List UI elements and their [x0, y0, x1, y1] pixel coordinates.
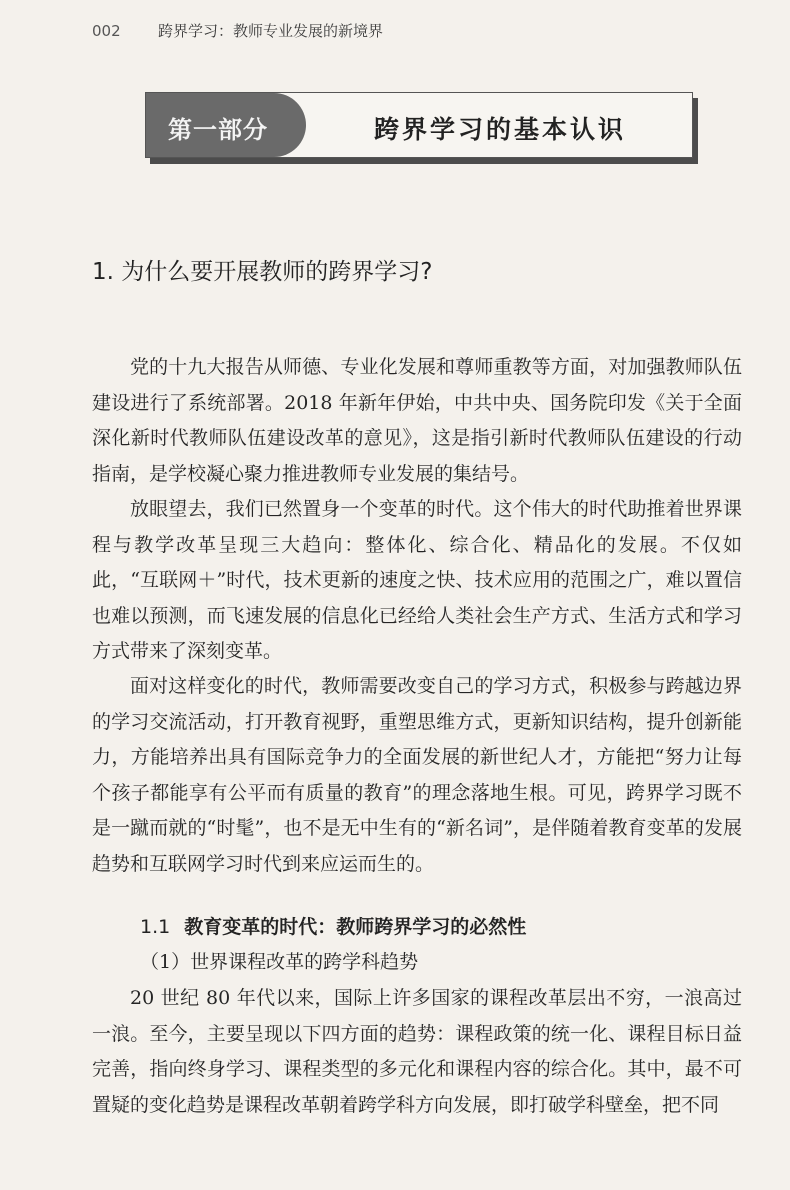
section-title: 教育变革的时代：教师跨界学习的必然性 [184, 916, 527, 938]
subsection-heading: （1）世界课程改革的跨学科趋势 [140, 951, 419, 973]
part-banner [145, 92, 693, 158]
section-heading [140, 912, 526, 939]
paragraph: 20 世纪 80 年代以来，国际上许多国家的课程改革层出不穷，一浪高过一浪。至今，主要呈现以下四方面的趋势：课程政策的统一化、课程目标日益完善，指向终身学习、课程类型的多元化和课程内容的综合化。其中，最不可置疑的变化趋势是课程改革朝着跨学科方向发展，即打破学科壁垒，把不同 [92, 987, 742, 1116]
page-number: 002 [92, 22, 121, 40]
paragraph: 党的十九大报告从师德、专业化发展和尊师重教等方面，对加强教师队伍建设进行了系统部署。2018 年新年伊始，中共中央、国务院印发《关于全面深化新时代教师队伍建设改革的意见》，这是指引新时代教师队伍建设的行动指南，是学校凝心聚力推进教师专业发展的集结号。 [92, 356, 742, 485]
paragraph: 面对这样变化的时代，教师需要改变自己的学习方式，积极参与跨越边界的学习交流活动，打开教育视野，重塑思维方式，更新知识结构，提升创新能力，方能培养出具有国际竞争力的全面发展的新世纪人才，方能把“努力让每个孩子都能享有公平而有质量的教育”的理念落地生根。可见，跨界学习既不是一蹴而就的“时髦”，也不是无中生有的“新名词”，是伴随着教育变革的发展趋势和互联网学习时代到来应运而生的。 [92, 675, 742, 875]
running-header [92, 20, 383, 42]
part-title: 跨界学习的基本认识 [374, 115, 627, 144]
section-number: 1.1 [140, 916, 171, 938]
paragraph: 放眼望去，我们已然置身一个变革的时代。这个伟大的时代助推着世界课程与教学改革呈现三大趋向：整体化、综合化、精品化的发展。不仅如此，“互联网＋”时代，技术更新的速度之快、技术应用的范围之广，难以置信也难以预测，而飞速发展的信息化已经给人类社会生产方式、生活方式和学习方式带来了深刻变革。 [92, 498, 742, 662]
book-title: 跨界学习：教师专业发展的新境界 [158, 22, 384, 40]
part-label: 第一部分 [168, 115, 268, 144]
question-heading: 1. 为什么要开展教师的跨界学习? [92, 259, 433, 285]
